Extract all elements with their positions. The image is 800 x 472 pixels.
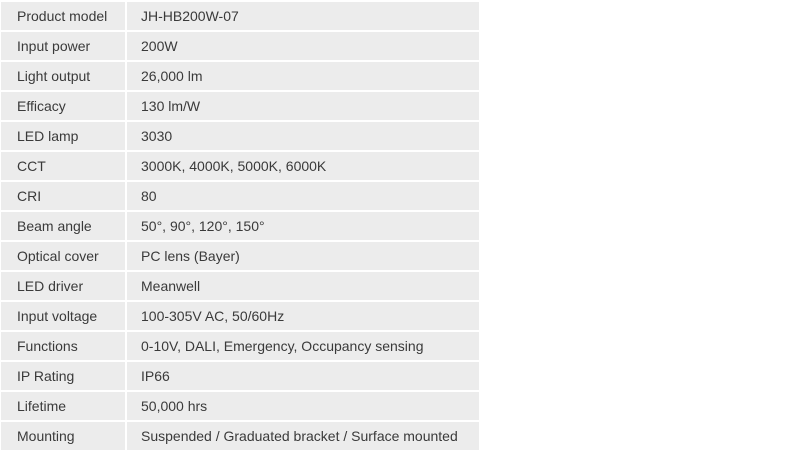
spec-value: 50,000 hrs: [127, 392, 479, 422]
spec-label: Light output: [1, 62, 127, 92]
spec-label: Optical cover: [1, 242, 127, 272]
spec-row-product-model: [1, 2, 479, 32]
spec-label: Product model: [1, 2, 127, 32]
spec-row-cct: [1, 152, 479, 182]
spec-value: 0-10V, DALI, Emergency, Occupancy sensing: [127, 332, 479, 362]
spec-label: Lifetime: [1, 392, 127, 422]
spec-label: IP Rating: [1, 362, 127, 392]
spec-value: 80: [127, 182, 479, 212]
spec-row-lifetime: [1, 392, 479, 422]
spec-label: Input voltage: [1, 302, 127, 332]
spec-value: 26,000 lm: [127, 62, 479, 92]
spec-row-functions: [1, 332, 479, 362]
spec-label: Functions: [1, 332, 127, 362]
spec-value: Suspended / Graduated bracket / Surface mounted: [127, 422, 479, 452]
spec-row-led-driver: [1, 272, 479, 302]
spec-row-mounting: [1, 422, 479, 452]
spec-value: IP66: [127, 362, 479, 392]
spec-value: PC lens (Bayer): [127, 242, 479, 272]
spec-value: 200W: [127, 32, 479, 62]
spec-row-input-power: [1, 32, 479, 62]
spec-table: [1, 2, 479, 452]
spec-row-input-voltage: [1, 302, 479, 332]
spec-row-efficacy: [1, 92, 479, 122]
spec-label: Efficacy: [1, 92, 127, 122]
spec-label: CCT: [1, 152, 127, 182]
spec-row-optical-cover: [1, 242, 479, 272]
spec-label: LED lamp: [1, 122, 127, 152]
spec-label: Mounting: [1, 422, 127, 452]
spec-row-beam-angle: [1, 212, 479, 242]
spec-row-ip-rating: [1, 362, 479, 392]
spec-label: CRI: [1, 182, 127, 212]
spec-value: 50°, 90°, 120°, 150°: [127, 212, 479, 242]
spec-label: Beam angle: [1, 212, 127, 242]
spec-row-cri: [1, 182, 479, 212]
spec-table-body: [1, 2, 479, 452]
spec-value: 130 lm/W: [127, 92, 479, 122]
spec-value: 100-305V AC, 50/60Hz: [127, 302, 479, 332]
spec-label: Input power: [1, 32, 127, 62]
spec-label: LED driver: [1, 272, 127, 302]
spec-value: Meanwell: [127, 272, 479, 302]
spec-value: 3030: [127, 122, 479, 152]
spec-value: 3000K, 4000K, 5000K, 6000K: [127, 152, 479, 182]
spec-row-led-lamp: [1, 122, 479, 152]
spec-value: JH-HB200W-07: [127, 2, 479, 32]
spec-row-light-output: [1, 62, 479, 92]
